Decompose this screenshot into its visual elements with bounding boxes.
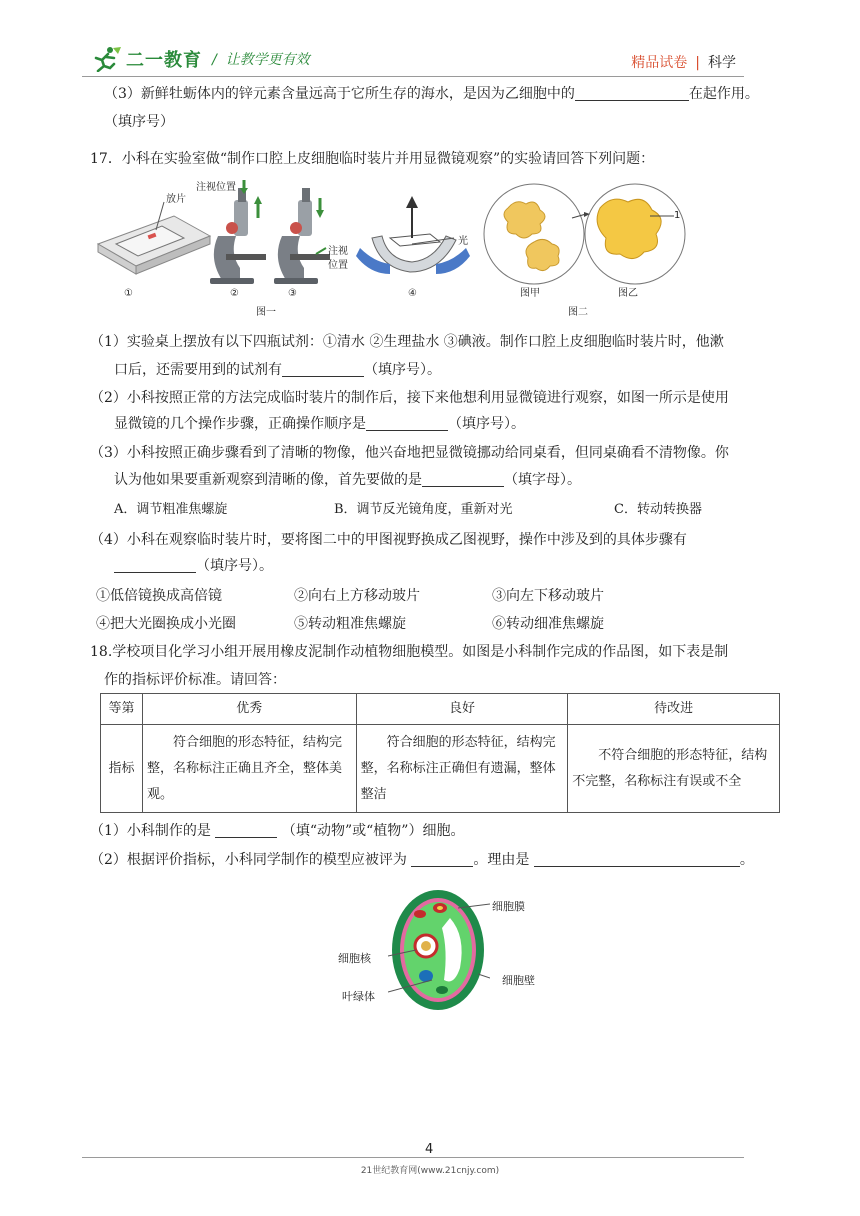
answer-blank[interactable] <box>366 415 448 431</box>
label-gaze1: 注视位置 <box>196 182 236 193</box>
table-cell-excellent: 符合细胞的形态特征，结构完整，名称标注正确且齐全，整体美观。 <box>142 725 356 813</box>
logo-text: 二一教育 <box>126 50 202 71</box>
header-logo <box>88 46 310 72</box>
microscope-step3-illustration <box>274 188 330 284</box>
label-light: 光 <box>458 236 468 247</box>
runner-logo-icon <box>88 46 122 72</box>
table-cell-good: 符合细胞的形态特征，结构完整，名称标注正确但有遗漏，整体整洁 <box>356 725 568 813</box>
header-separator: | <box>695 55 700 71</box>
q17-p3-option-b: B．调节反光镜角度，重新对光 <box>334 502 513 517</box>
q17-p2-line2: 显微镜的几个操作步骤，正确操作顺序是 （填序号）。 <box>114 416 525 432</box>
q17-p4-line2: （填序号）。 <box>114 556 273 576</box>
q17-p4-option: ①低倍镜换成高倍镜 <box>96 588 222 604</box>
q17-p4-option: ③向左下移动玻片 <box>492 588 604 604</box>
q17-p1-line1: （1）实验桌上摆放有以下四瓶试剂：①清水 ②生理盐水 ③碘液。制作口腔上皮细胞临时装片时，他漱 <box>90 334 724 350</box>
premium-label: 精品试卷 <box>631 55 688 71</box>
label-fig-jia: 图甲 <box>520 288 540 299</box>
table-header-row <box>101 694 780 725</box>
footer-rule <box>82 1157 744 1158</box>
q17-p4-option: ⑤转动粗准焦螺旋 <box>294 616 406 632</box>
table-header-cell: 等第 <box>101 694 143 725</box>
q16-part3-line2: （填序号） <box>104 114 174 130</box>
figure2-views-illustration <box>484 184 685 284</box>
cell-label-membrane: 细胞膜 <box>492 900 525 913</box>
fig2-caption: 图二 <box>568 307 588 318</box>
label-gaze2a: 注视 <box>328 246 348 257</box>
header-slogan: / 让教学更有效 <box>212 52 310 68</box>
cell-label-nucleus: 细胞核 <box>338 952 371 965</box>
subject-label: 科学 <box>708 55 736 71</box>
table-cell-improve: 不符合细胞的形态特征，结构不完整，名称标注有误或不全 <box>568 725 780 813</box>
answer-blank[interactable] <box>114 557 196 573</box>
label-step3: ③ <box>288 288 297 299</box>
table-header-cell: 待改进 <box>568 694 780 725</box>
answer-blank[interactable] <box>575 85 689 101</box>
page-number: 4 <box>425 1142 434 1157</box>
q16-part3-line1: （3）新鲜牡蛎体内的锌元素含量远高于它所生存的海水，是因为乙细胞中的 在起作用。 <box>104 86 759 102</box>
answer-blank[interactable] <box>215 822 277 838</box>
q17-p4-option: ⑥转动细准焦螺旋 <box>492 616 604 632</box>
table-row <box>101 725 780 813</box>
q18-p2: （2）根据评价指标，小科同学制作的模型应被评为 。理由是 。 <box>90 852 754 868</box>
label-fig-yi: 图乙 <box>618 288 638 299</box>
answer-blank[interactable] <box>422 471 504 487</box>
q17-p3-line1: （3）小科按照正确步骤看到了清晰的物像，他兴奋地把显微镜挪动给同桌看，但同桌确看不清物像。你 <box>90 445 729 461</box>
q18-p1: （1）小科制作的是 （填“动物”或“植物”）细胞。 <box>90 823 465 839</box>
q17-p2-line1: （2）小科按照正常的方法完成临时装片的制作后，接下来他想利用显微镜进行观察，如图一所示是使用 <box>90 390 729 406</box>
q17-stem: 17．小科在实验室做“制作口腔上皮细胞临时装片并用显微镜观察”的实验请回答下列问题： <box>90 151 655 167</box>
table-row-label: 指标 <box>101 725 143 813</box>
q17-figure <box>90 178 790 324</box>
q17-p4-option: ②向右上方移动玻片 <box>294 588 420 604</box>
answer-blank[interactable] <box>411 851 473 867</box>
label-step2: ② <box>230 288 239 299</box>
cell-label-chloroplast: 叶绿体 <box>342 990 375 1003</box>
label-gaze2b: 位置 <box>328 260 348 271</box>
table-header-cell: 优秀 <box>142 694 356 725</box>
table-header-cell: 良好 <box>356 694 568 725</box>
slide-placement-illustration <box>98 202 210 274</box>
label-step1: ① <box>124 288 133 299</box>
q18-stem-line2: 作的指标评价标准。请回答： <box>104 672 286 688</box>
plant-cell-model <box>388 888 490 1014</box>
answer-blank[interactable] <box>282 361 364 377</box>
label-callout-1: 1 <box>674 210 681 221</box>
q17-p3-option-c: C．转动转换器 <box>614 502 702 517</box>
hands-light-illustration <box>356 196 470 274</box>
header-right <box>631 52 736 72</box>
q17-p3-option-a: A．调节粗准焦螺旋 <box>114 502 228 517</box>
fig1-caption: 图一 <box>256 307 276 318</box>
header-rule <box>82 76 744 77</box>
microscope-step2-illustration <box>210 180 266 284</box>
q17-p1-line2: 口后，还需要用到的试剂有 （填序号）。 <box>114 362 441 378</box>
q17-p4-option: ④把大光圈换成小光圈 <box>96 616 236 632</box>
answer-blank[interactable] <box>534 851 740 867</box>
q18-stem-line1: 18.学校项目化学习小组开展用橡皮泥制作动植物细胞模型。如图是小科制作完成的作品图，如下表是制 <box>90 644 729 660</box>
evaluation-table <box>100 693 780 813</box>
cell-label-wall: 细胞壁 <box>502 974 535 987</box>
label-step4: ④ <box>408 288 417 299</box>
label-slide: 放片 <box>166 194 186 205</box>
footer-site: 21世纪教育网(www.21cnjy.com) <box>360 1166 500 1176</box>
q17-p3-line2: 认为他如果要重新观察到清晰的像，首先要做的是 （填字母）。 <box>114 472 581 488</box>
q17-p4-line1: （4）小科在观察临时装片时，要将图二中的甲图视野换成乙图视野，操作中涉及到的具体步骤有 <box>90 532 687 548</box>
